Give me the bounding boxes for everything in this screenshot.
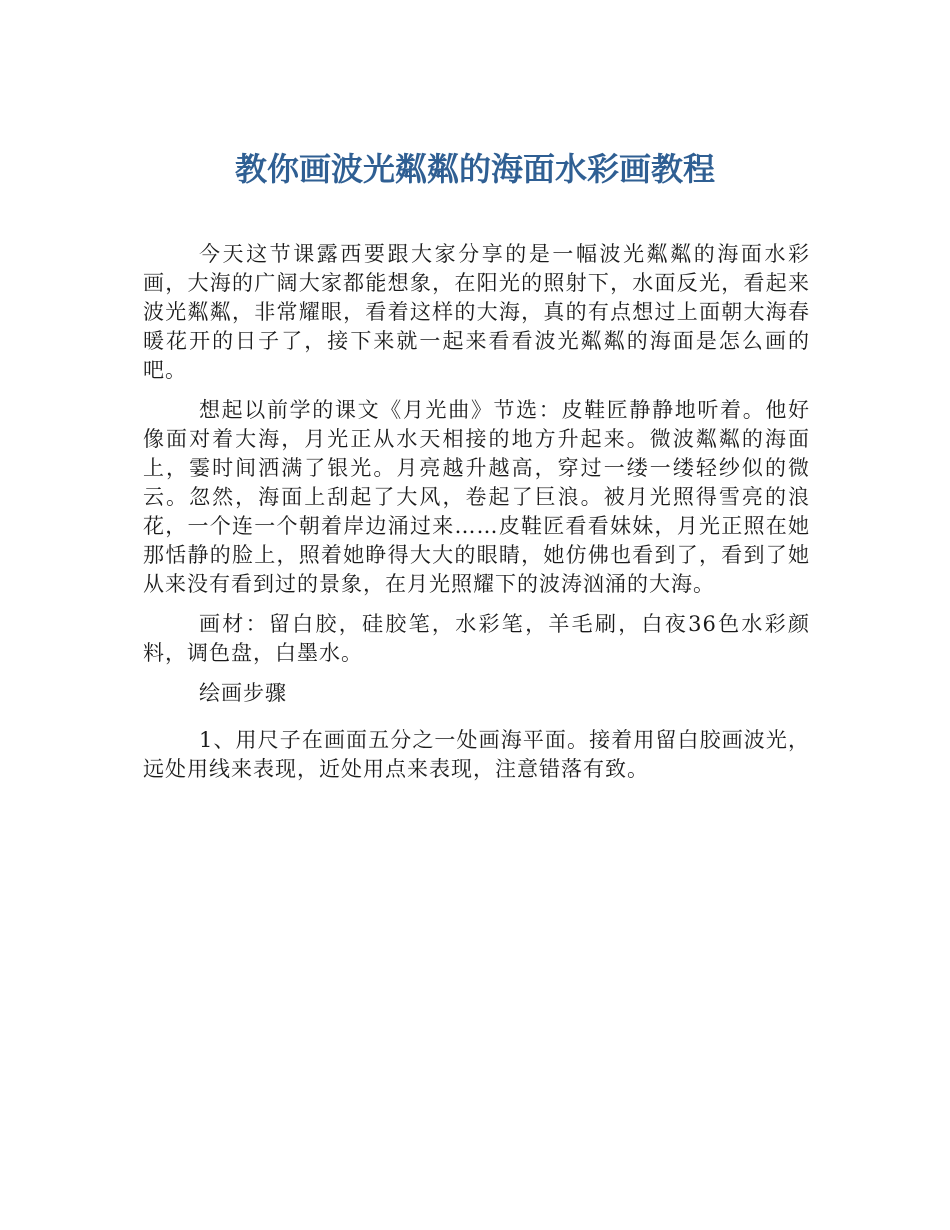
paragraph-moonlight-excerpt: 想起以前学的课文《月光曲》节选：皮鞋匠静静地听着。他好像面对着大海，月光正从水天相接的地方升起来。微波粼粼的海面上，霎时间洒满了银光。月亮越升越高，穿过一缕一缕轻纱似的微云。忽然，海面上刮起了大风，卷起了巨浪。被月光照得雪亮的浪花，一个连一个朝着岸边涌过来……皮鞋匠看看妹妹，月光正照在她那恬静的脸上，照着她睁得大大的眼睛，她仿佛也看到了，看到了她从来没有看到过的景象，在月光照耀下的波涛汹涌的大海。 (143, 398, 810, 596)
document-body (143, 240, 810, 795)
paragraph-steps-heading: 绘画步骤 (199, 681, 287, 705)
paragraph-step-1: 1、用尺子在画面五分之一处画海平面。接着用留白胶画波光，远处用线来表现，近处用点来表现，注意错落有致。 (143, 728, 810, 781)
paragraph-materials: 画材：留白胶，硅胶笔，水彩笔，羊毛刷，白夜36色水彩颜料，调色盘，白墨水。 (143, 612, 810, 665)
page-title: 教你画波光粼粼的海面水彩画教程 (234, 150, 715, 188)
paragraph-intro: 今天这节课露西要跟大家分享的是一幅波光粼粼的海面水彩画，大海的广阔大家都能想象，在阳光的照射下，水面反光，看起来波光粼粼，非常耀眼，看着这样的大海，真的有点想过上面朝大海春暖花开的日子了，接下来就一起来看看波光粼粼的海面是怎么画的吧。 (143, 242, 810, 382)
